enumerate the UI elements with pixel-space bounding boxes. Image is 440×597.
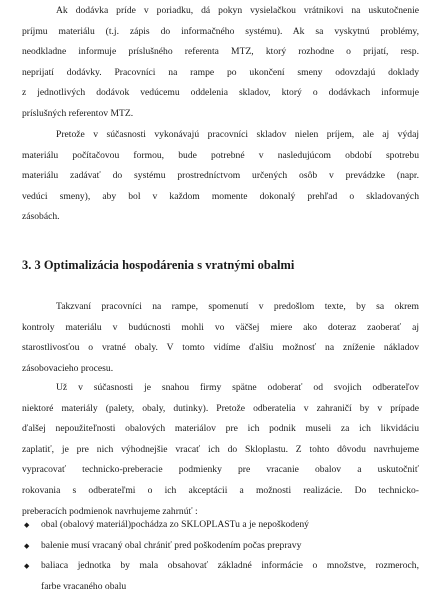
paragraph-ramp-workers — [22, 297, 419, 379]
text-line: z jednotlivých dodávok vedúcemu oddelenia skladov, ktorý o dodávkach informuje — [22, 87, 419, 99]
bullet-text — [41, 536, 419, 557]
diamond-bullet-icon: ◆ — [24, 562, 30, 571]
text-line: Pretože v súčasnosti vykonávajú pracovníci skladov nielen príjem, ale aj výdaj — [56, 129, 419, 140]
bullet-text — [41, 515, 419, 536]
text-line: materiálu počítačovou formou, bude potrebné v nasledujúcom období spotrebu — [22, 149, 419, 161]
text-line: preberacích podmienok navrhujeme zahrnúť : — [22, 505, 198, 517]
text-line: ďalšej nepoužiteľnosti obalových materiálov pre ich podnik museli za ich likvidáciu — [22, 423, 419, 435]
text-line: Už v súčasnosti je snahou firmy spätne odoberať od svojich odberateľov — [56, 382, 419, 393]
diamond-bullet-icon: ◆ — [24, 541, 30, 550]
paragraph-returnable-packaging — [22, 378, 419, 522]
text-line: balenie musí vracaný obal chrániť pred poškodením počas prepravy — [41, 539, 302, 551]
text-line: Ak dodávka príde v poriadku, dá pokyn vysielačkou vrátnikovi na uskutočnenie — [56, 5, 419, 16]
text-line: starostlivosťou o vratné obaly. V tomto vidíme ďalšiu možnosť na zníženie nákladov — [22, 342, 419, 354]
diamond-bullet-icon: ◆ — [24, 521, 30, 529]
list-item — [22, 515, 419, 536]
text-line: neodkladne informuje príslušného referenta MTZ, ktorý rozhodne o prijatí, resp. — [22, 46, 419, 58]
text-line: Takzvaní pracovníci na rampe, spomenutí v predošlom texte, by sa okrem — [56, 301, 419, 312]
text-line: príjmu materiálu (t.j. zápis do informačného systému). Ak sa vyskytnú problémy, — [22, 25, 419, 37]
text-line: baliaca jednotka by mala obsahovať základné informácie o množstve, rozmeroch, — [41, 560, 419, 572]
paragraph-delivery-acceptance — [22, 1, 419, 125]
text-line: materiálu zadávať do systému prostredníctvom určených osôb v prevádzke (napr. — [22, 170, 419, 182]
bullet-text — [41, 556, 419, 597]
text-line: rokovania s odberateľmi o ich akceptácii a možnosti realizácie. Do technicko- — [22, 484, 419, 496]
list-item — [22, 536, 419, 557]
text-line: farbe vracaného obalu — [41, 580, 127, 592]
text-line: kontroly materiálu v budúcnosti mohli vo väčšej miere ako doteraz zaoberať aj — [22, 321, 419, 333]
text-line: zásobovacieho procesu. — [22, 362, 114, 374]
text-line: obal (obalový materiál)pochádza zo SKLOPLASTu a je nepoškodený — [41, 519, 309, 530]
text-line: zásobách. — [22, 211, 60, 223]
section-heading: 3. 3 Optimalizácia hospodárenia s vratnými obalmi — [22, 258, 295, 272]
text-line: niektoré materiály (palety, obaly, dutinky). Pretože odberatelia v zahraničí by v prípade — [22, 402, 419, 414]
text-line: príslušných referentov MTZ. — [22, 107, 134, 119]
text-line: neprijatí dodávky. Pracovníci na rampe po ukončení smeny odovzdajú doklady — [22, 66, 419, 78]
text-line: vedúci smeny), aby bol v každom momente dokonalý prehľad o skladovaných — [22, 190, 419, 202]
paragraph-warehouse-staff — [22, 125, 419, 228]
conditions-bullet-list — [22, 515, 419, 597]
text-line: zaplatiť, je pre nich výhodnejšie vracať ich do Skloplastu. Z tohto dôvodu navrhujeme — [22, 443, 419, 455]
text-line: vypracovať technicko-preberacie podmienky pre vracanie obalov a uskutočniť — [22, 464, 419, 476]
list-item — [22, 556, 419, 597]
